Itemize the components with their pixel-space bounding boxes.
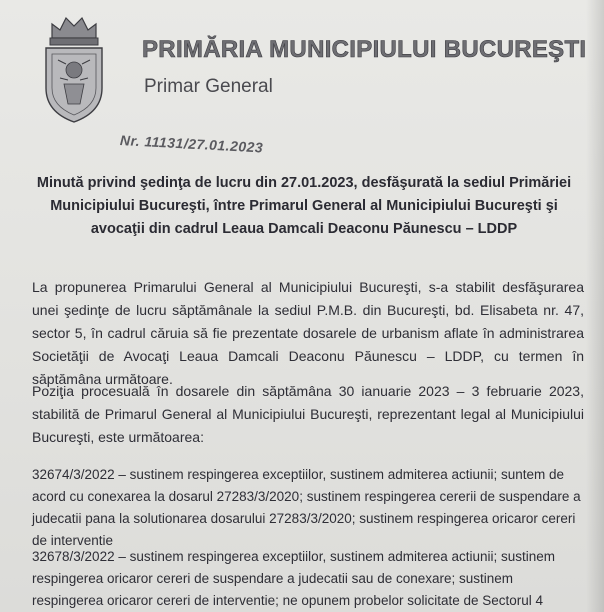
document-title: Minută privind şedinţa de lucru din 27.01.2023, desfăşurată la sediul Primăriei Municipiului Bucureşti, între Primarul General al Municipiului Bucureşti şi avocaţii din cadrul Leaua Damcali Deaconu Păunescu – LDDP — [36, 175, 572, 237]
organization-title: PRIMĂRIA MUNICIPIULUI BUCUREŞTI — [142, 36, 587, 63]
page-edge-shadow — [586, 0, 604, 612]
paragraph-procedural-position: Poziţia procesuală în dosarele din săptămâna 30 ianuarie 2023 – 3 februarie 2023, stabilită de Primarul General al Municipiului Bucureşti, reprezentant legal al Municipiului Bucureşti, este următoarea: — [32, 383, 584, 445]
case-entry: 32678/3/2022 – sustinem respingerea exceptiilor, sustinem admiterea actiunii; sustinem respingerea oricaror cereri de suspendare a judecatii sau de conexare; sustinem respingerea oricaror cereri de interventie; ne opunem probelor solicitate de Sectorul 4 — [32, 549, 556, 608]
registration-number: Nr. 11131/27.01.2023 — [119, 132, 264, 156]
organization-subtitle: Primar General — [144, 76, 273, 97]
case-entry: 32674/3/2022 – sustinem respingerea exceptiilor, sustinem admiterea actiunii; suntem de acord cu conexarea la dosarul 27283/3/2020; sustinem respingerea cererii de suspendare a judecatii pana la solutionarea dosarului 27283/3/2020; sustinem respingerea oricaror cereri de interventie — [32, 467, 581, 548]
paragraph-proposal: La propunerea Primarului General al Municipiului Bucureşti, s-a stabilit desfăşurarea unei şedinţe de lucru săptămânale la sediul P.M.B. din Bucureşti, bd. Elisabeta nr. 47, sector 5, în cadrul căruia să fie prezentate dosarele de urbanism aflate în administrarea Societăţii de Avocaţi Leaua Damcali Deaconu Păunescu – LDDP, cu termen în săptămâna următoare. — [32, 279, 584, 387]
bucharest-coat-of-arms-icon — [38, 8, 110, 126]
